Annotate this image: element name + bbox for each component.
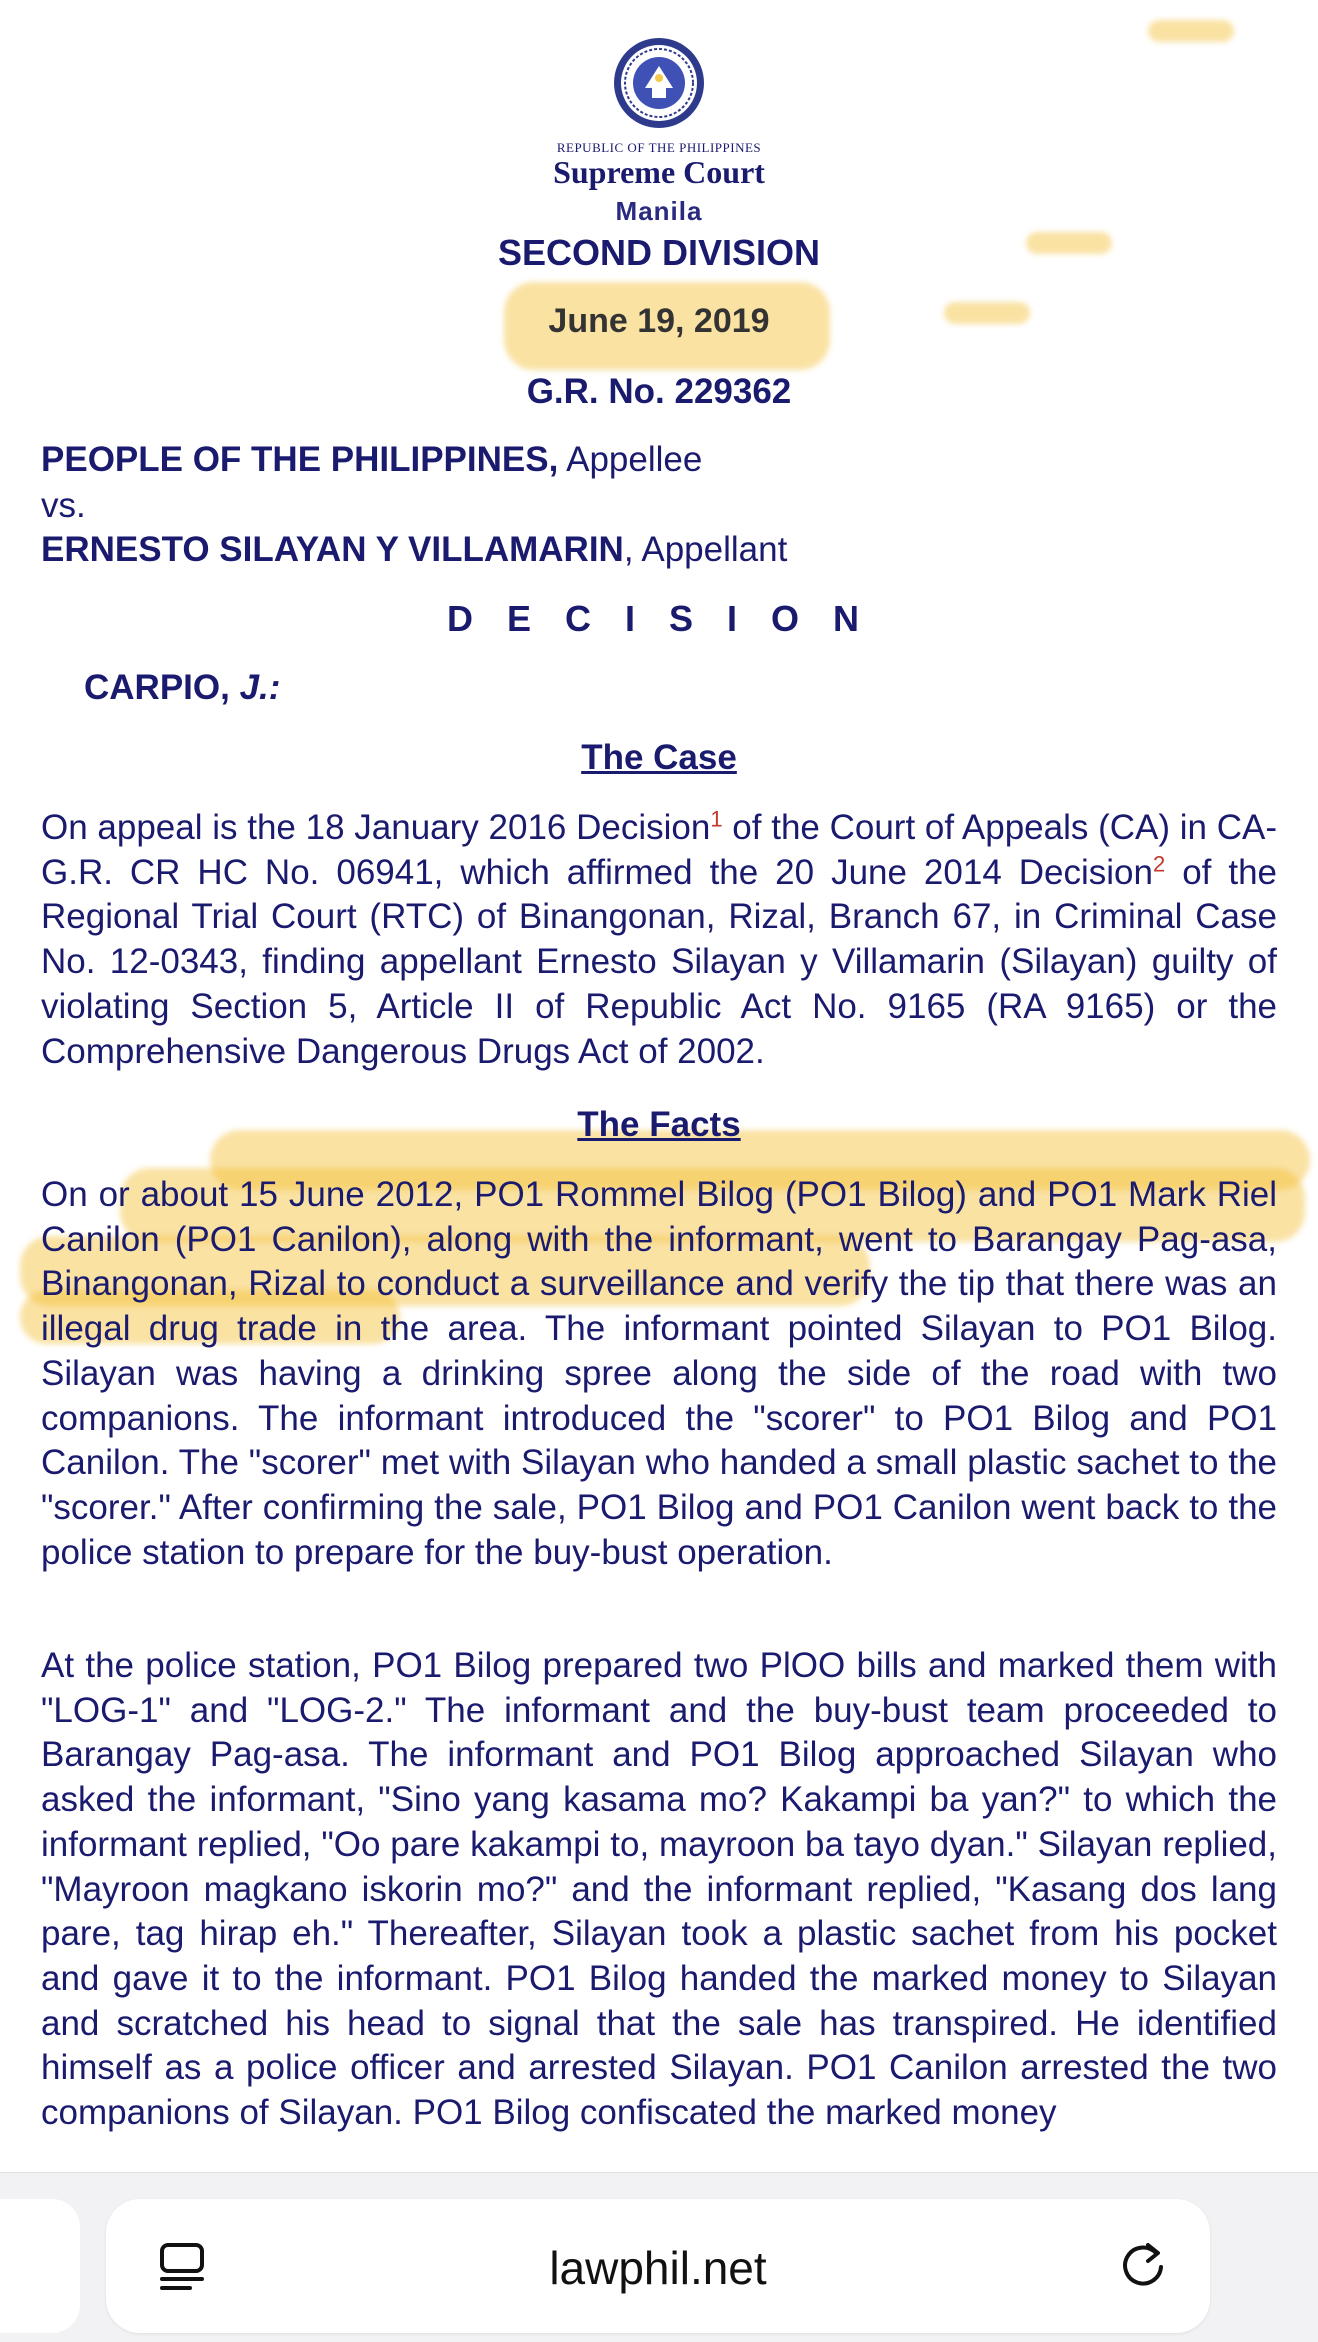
facts-paragraph-2: At the police station, PO1 Bilog prepared two PlOO bills and marked them with "LOG-1" and "LOG-2." The informant and the buy-bust team proceeded to Barangay Pag-asa. The informant and PO1 Bilog approached Silayan who asked the informant, "Sino yang kasama mo? Kakampi ba yan?" to which the informant replied, "Oo pare kakampi to, mayroon ba tayo dyan." Silayan replied, "Mayroon magkano iskorin mo?" and the informant replied, "Kasang dos lang pare, tag hirap eh." Thereafter, Silayan took a plastic sachet from his pocket and gave it to the informant. PO1 Bilog handed the marked money to Silayan and scratched his head to signal that the sale has transpired. He identified himself as a police officer and arrested Silayan. PO1 Canilon arrested the two companions of Silayan. PO1 Bilog confiscated the marked money	[41, 1646, 1277, 2133]
republic-label: REPUBLIC OF THE PHILIPPINES	[556, 140, 762, 155]
case-text: of the Court of Appeals (CA) in CA-G.R. CR HC No. 06941, which affirmed the 20 June 2014 Decision	[41, 808, 1277, 892]
appellant-role: , Appellant	[623, 530, 788, 569]
division-title: SECOND DIVISION	[497, 232, 821, 273]
footnote-link[interactable]: 1	[710, 806, 723, 832]
case-text: On appeal is the 18 January 2016 Decision	[41, 808, 711, 847]
facts-heading: The Facts	[577, 1105, 741, 1144]
supreme-court-seal-icon	[612, 36, 706, 130]
appellee-name: PEOPLE OF THE PHILIPPINES,	[41, 440, 559, 479]
appellee-role: Appellee	[558, 440, 703, 479]
appellant-line	[41, 530, 787, 570]
reload-icon[interactable]	[1116, 2239, 1170, 2293]
versus-label: vs.	[41, 486, 86, 525]
case-heading: The Case	[581, 738, 737, 777]
ponente-name: CARPIO,	[84, 668, 240, 707]
url-text[interactable]: lawphil.net	[549, 2242, 767, 2294]
decision-date: June 19, 2019	[548, 302, 770, 340]
appellee-line	[41, 440, 702, 480]
decision-title: D E C I S I O N	[446, 598, 872, 639]
facts-paragraph-1: On or about 15 June 2012, PO1 Rommel Bilog (PO1 Bilog) and PO1 Mark Riel Canilon (PO1 Canilon), along with the informant, went to Barangay Pag-asa, Binangonan, Rizal to conduct a surveillance and verify the tip that there was an illegal drug trade in the area. The informant pointed Silayan to PO1 Bilog. Silayan was having a drinking spree along the side of the road with two companions. The informant introduced the "scorer" to PO1 Bilog and PO1 Canilon. The "scorer" met with Silayan who handed a small plastic sachet to the "scorer." After confirming the sale, PO1 Bilog and PO1 Canilon went back to the police station to prepare for the buy-bust operation.	[41, 1175, 1277, 1572]
city-label: Manila	[615, 196, 703, 226]
browser-toolbar	[0, 2172, 1318, 2342]
court-name: Supreme Court	[553, 154, 765, 190]
appellant-name: ERNESTO SILAYAN Y VILLAMARIN	[41, 530, 624, 569]
gr-number: G.R. No. 229362	[526, 372, 792, 411]
footnote-link[interactable]: 2	[1152, 851, 1166, 877]
case-paragraph	[41, 806, 1277, 1074]
case-text: of the Regional Trial Court (RTC) of Binangonan, Rizal, Branch 67, in Criminal Case No. 12-0343, finding appellant Ernesto Silayan y Villamarin (Silayan) guilty of violating Section 5, Article II of Republic Act No. 9165 (RA 9165) or the Comprehensive Dangerous Drugs Act of 2002.	[41, 852, 1277, 1071]
ponente-title: J.:	[239, 668, 281, 707]
previous-tab-preview[interactable]	[0, 2199, 80, 2333]
address-bar[interactable]	[106, 2199, 1210, 2333]
highlight-mark	[1148, 20, 1234, 42]
ponente-line	[84, 668, 280, 708]
